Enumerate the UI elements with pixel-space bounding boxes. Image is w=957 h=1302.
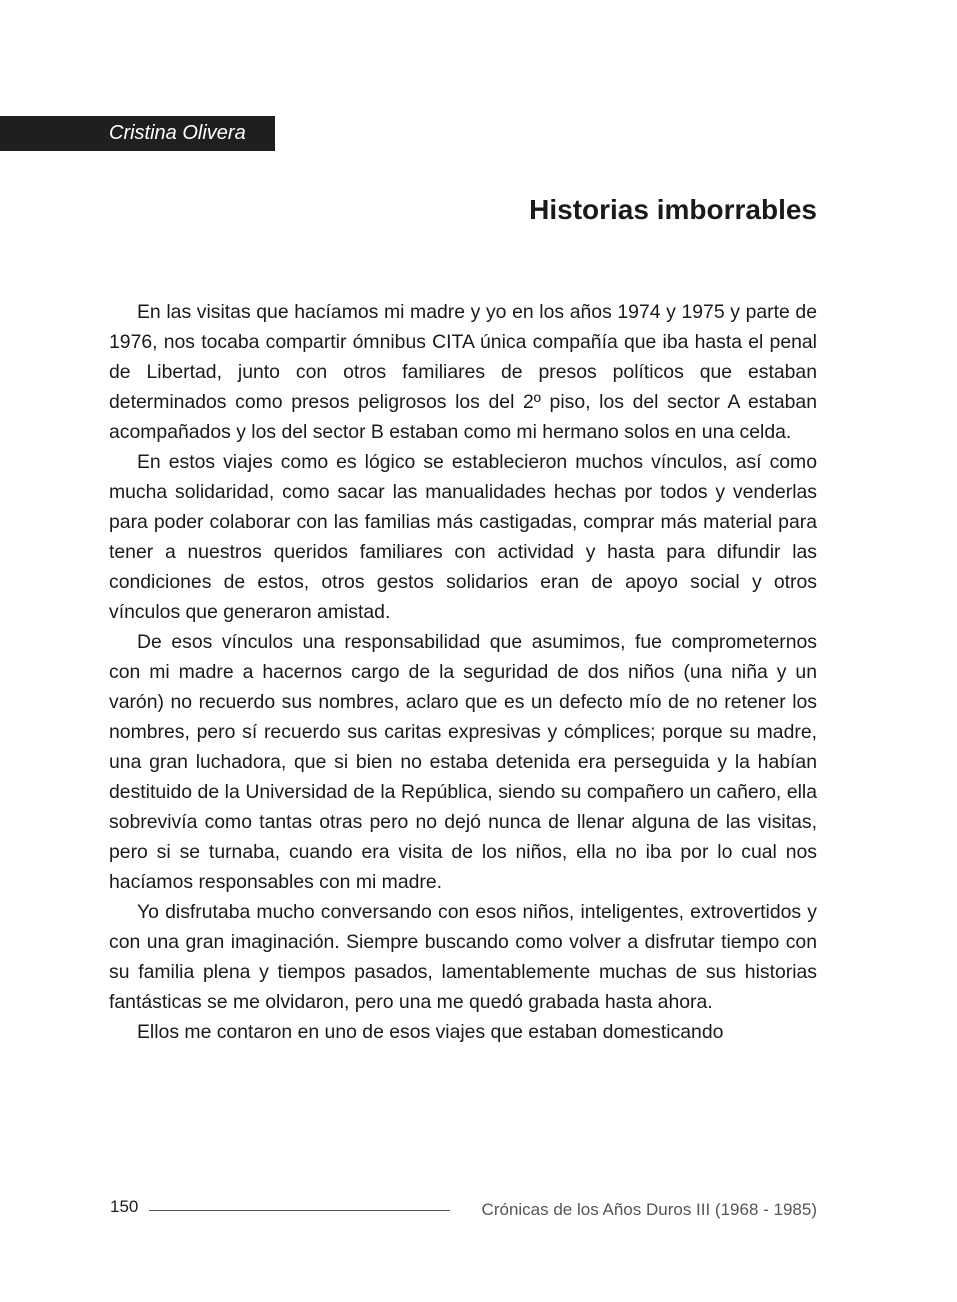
body-text xyxy=(109,297,817,1047)
page-number: 150 xyxy=(110,1197,139,1216)
author-name: Cristina Olivera xyxy=(109,122,246,144)
paragraph: Ellos me contaron en uno de esos viajes que estaban domesticando xyxy=(137,1021,724,1043)
paragraph: De esos vínculos una responsabilidad que asumimos, fue comprometernos con mi madre a hacernos cargo de la seguridad de dos niños (una niña y un varón) no recuerdo sus nombres, aclaro que es un defecto mío de no retener los nombres, pero sí recuerdo sus caritas expresivas y cómplices; porque su madre, una gran luchadora, que si bien no estaba detenida era perseguida y la habían destituido de la Universidad de la República, siendo su compañero un cañero, ella sobrevivía como tantas otras pero no dejó nunca de llenar alguna de las visitas, pero si se turnaba, cuando era visita de los niños, ella no iba por lo cual nos hacíamos responsables con mi madre. xyxy=(109,631,817,893)
author-band xyxy=(0,116,275,151)
footer-rule xyxy=(149,1210,450,1211)
book-title: Crónicas de los Años Duros III (1968 - 1985) xyxy=(481,1200,817,1219)
paragraph: En estos viajes como es lógico se establecieron muchos vínculos, así como mucha solidaridad, como sacar las manualidades hechas por todos y venderlas para poder colaborar con las familias más castigadas, comprar más material para tener a nuestros queridos familiares con actividad y hasta para difundir las condiciones de estos, otros gestos solidarios eran de apoyo social y otros vínculos que generaron amistad. xyxy=(109,451,817,623)
chapter-title: Historias imborrables xyxy=(529,194,817,225)
paragraph: En las visitas que hacíamos mi madre y yo en los años 1974 y 1975 y parte de 1976, nos tocaba compartir ómnibus CITA única compañía que iba hasta el penal de Libertad, junto con otros familiares de presos políticos que estaban determinados como presos peligrosos los del 2º piso, los del sector A estaban acompañados y los del sector B estaban como mi hermano solos en una celda. xyxy=(109,301,817,443)
paragraph: Yo disfrutaba mucho conversando con esos niños, inteligentes, extrovertidos y con una gran imaginación. Siempre buscando como volver a disfrutar tiempo con su familia plena y tiempos pasados, lamentablemente muchas de sus historias fantásticas se me olvidaron, pero una me quedó grabada hasta ahora. xyxy=(109,901,817,1013)
